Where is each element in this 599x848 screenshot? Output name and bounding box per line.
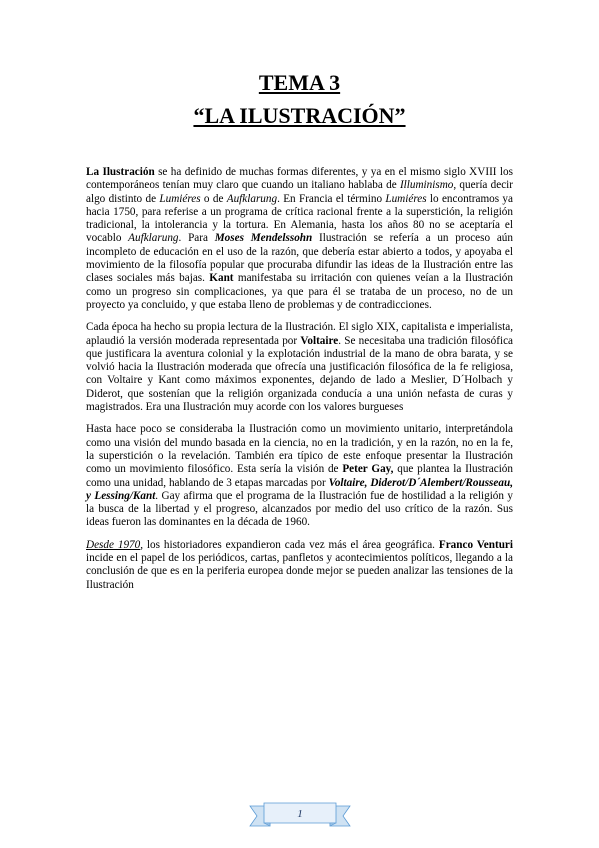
page-number: 1 <box>297 808 303 820</box>
emphasized-text: Peter Gay, <box>342 463 394 476</box>
page-footer <box>248 802 352 832</box>
emphasized-text: Kant <box>209 272 234 285</box>
emphasized-text: Illuminismo <box>399 179 454 192</box>
text-run: , quería decir algo distinto de <box>86 179 513 205</box>
emphasized-text: Lumiéres <box>159 192 201 205</box>
topic-title: “LA ILUSTRACIÓN” <box>193 103 406 128</box>
body-text <box>86 166 513 601</box>
text-run: . En Francia el término <box>277 192 386 205</box>
emphasized-text: Voltaire, Diderot/D´Alembert/Rousseau, y Lessing/Kant <box>86 476 513 502</box>
emphasized-text: Aufklarung <box>128 232 179 245</box>
text-run: Cada época ha hecho su propia lectura de la Ilustración. El siglo XIX, capitalista e imperialista, aplaudió la versión moderada representada por <box>86 321 513 347</box>
emphasized-text: La Ilustración <box>86 166 155 178</box>
emphasized-text: Desde 1970 <box>86 538 141 551</box>
topic-number: TEMA 3 <box>258 70 341 95</box>
text-run: o de <box>200 192 227 205</box>
text-run: lo encontramos ya hacia 1750, para referise a un programa de crítica racional frente a la superstición, la religión tradicional, la intolerancia y la tortura. En Alemania, hasta los años 80 no se aceptaría el vocablo <box>86 192 513 245</box>
text-run: . Para <box>178 232 215 245</box>
emphasized-text: Aufklarung <box>226 192 278 205</box>
text-run: . Gay afirma que el programa de la Ilustración fue de hostilidad a la religión y la busca de la libertad y el progreso, alcanzados por medio del uso crítico de la razón. Sus ideas fueron las dominantes en la década de 1960. <box>86 489 513 529</box>
text-run: . Se necesitaba una tradición filosófica que justificara la aventura colonial y la explotación industrial de la mano de obra barata, y se volvió hacia la Ilustración moderada que ofrecía una justificación filosófica de la fe religiosa, con Voltaire y Kant como máximos exponentes, dejando de lado a Meslier, D´Holbach y Diderot, que sostenían que la religión organizada conducía a una unión nefasta de curas y magistrados. Era una Ilustración muy acorde con los valores burgueses <box>86 334 513 414</box>
text-run: manifestaba su irritación con quienes veían a la Ilustración como un progreso sin complicaciones, ya que para él se trataba de un proceso, no de un proyecto ya concluido, y que estaba lleno de problemas y de contradicciones. <box>86 272 513 311</box>
text-run: Ilustración se refería a un proceso aún incompleto de educación en el uso de la razón, que debería estar abierto a todos, y apoyaba el movimiento de la filosofía popular que procuraba difundir las ideas de la Ilustración entre las clases sociales más bajas. <box>86 232 513 285</box>
paragraph-p2 <box>86 321 513 414</box>
text-run: Hasta hace poco se consideraba la Ilustración como un movimiento unitario, interpretándola como una visión del mundo basada en la ciencia, no en la tradición, y en la razón, no en la fe, la superstición o la revelación. También era típico de este enfoque presentar la Ilustración como un movimiento filosófico. Esta sería la visión de <box>86 423 513 476</box>
paragraph-p3 <box>86 423 513 529</box>
paragraph-p1 <box>86 166 513 312</box>
emphasized-text: Lumiéres <box>385 192 427 205</box>
text-run: que plantea la Ilustración como una unidad, hablando de 3 etapas marcadas por <box>86 463 513 489</box>
emphasized-text: Moses Mendelssohn <box>214 232 313 245</box>
text-run: se ha definido de muchas formas diferentes, y ya en el mismo siglo XVIII los contemporáneos tenían muy claro que cuando un italiano hablaba de <box>86 166 513 192</box>
emphasized-text: Voltaire <box>300 334 339 347</box>
emphasized-text: Franco Venturi <box>438 538 514 551</box>
text-run: incide en el papel de los periódicos, cartas, panfletos y acontecimientos políticos, llegando a la conclusión de que es en la periferia europea donde mejor se pueden analizar las tensiones de la Ilustración <box>86 552 513 591</box>
title-block <box>0 70 599 136</box>
text-run: , los historiadores expandieron cada vez más el área geográfica. <box>140 538 439 551</box>
paragraph-p4 <box>86 539 513 592</box>
